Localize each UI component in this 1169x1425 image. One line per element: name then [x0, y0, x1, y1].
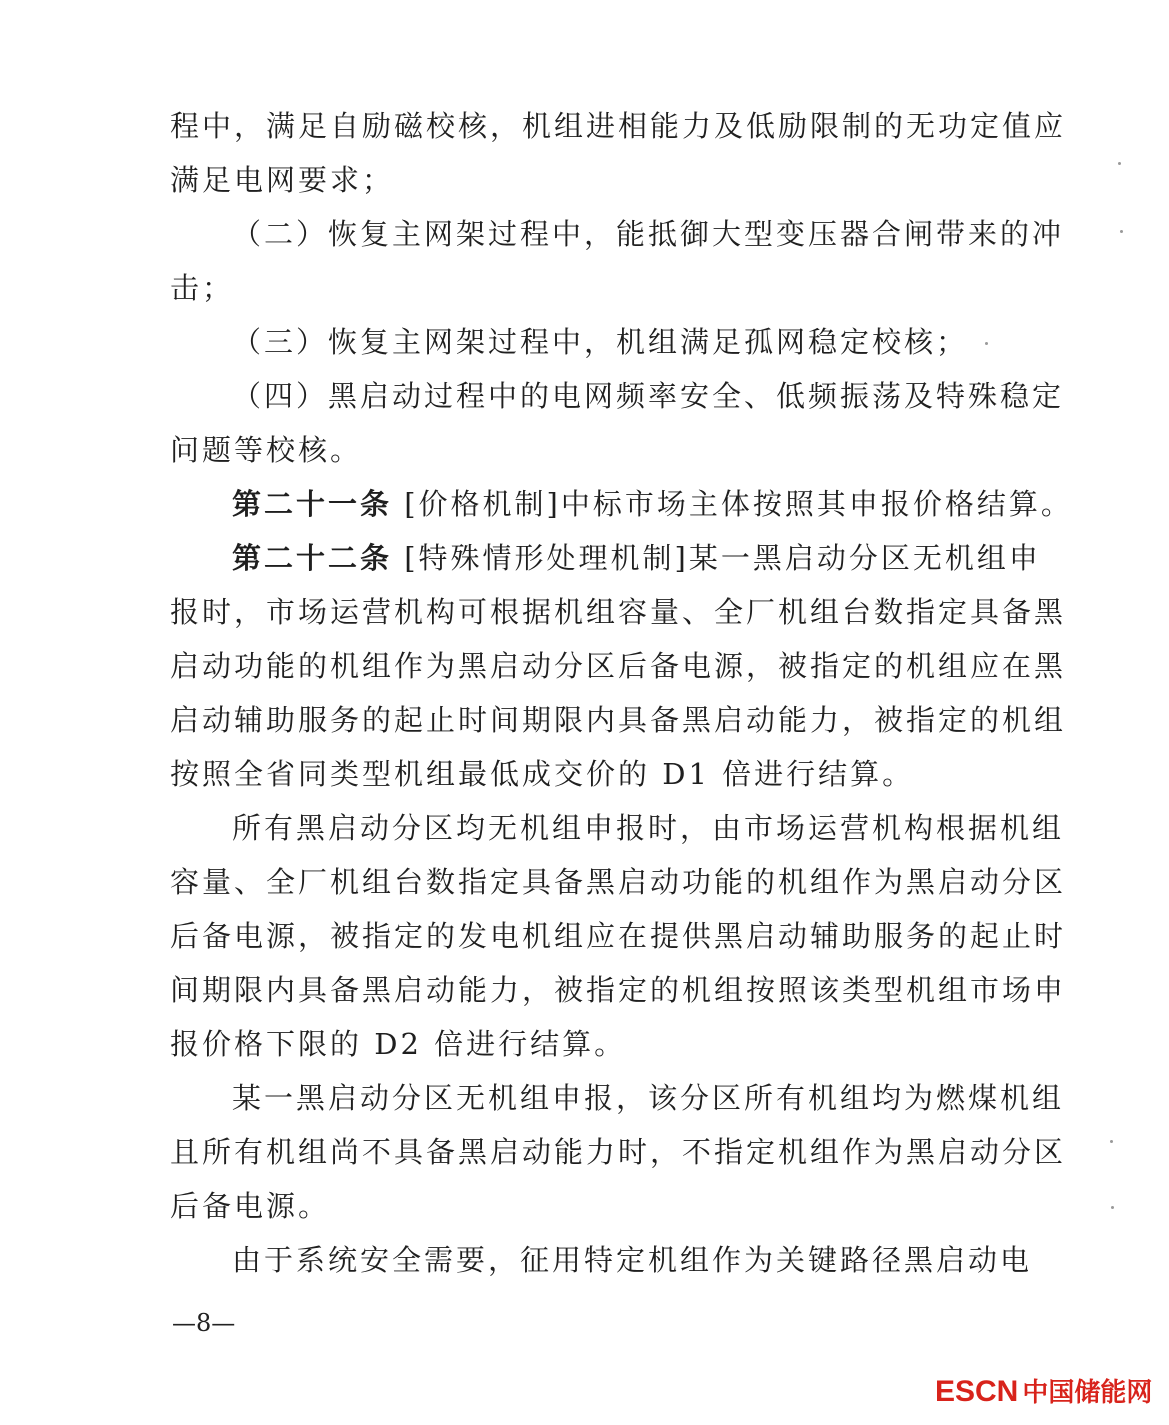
text-line: 问题等校核。: [170, 433, 363, 467]
text-line: 间期限内具备黑启动能力，被指定的机组按照该类型机组市场申: [170, 973, 1067, 1007]
scan-speck: [1120, 230, 1123, 233]
text-line: 报价格下限的 D2 倍进行结算。: [170, 1027, 627, 1061]
text-line: 由于系统安全需要，征用特定机组作为关键路径黑启动电: [232, 1243, 1033, 1277]
article-heading: 第二十一条: [232, 487, 393, 521]
article-22: [232, 538, 1082, 578]
scan-speck: [985, 342, 988, 345]
text-line: 按照全省同类型机组最低成交价的 D1 倍进行结算。: [170, 757, 915, 791]
scan-speck: [1111, 1206, 1114, 1209]
article-text: [价格机制]中标市场主体按照其申报价格结算。: [404, 487, 1073, 521]
logo-text-cn: 中国储能网: [1022, 1377, 1153, 1407]
text-line: 程中，满足自励磁校核，机组进相能力及低励限制的无功定值应: [170, 109, 1067, 143]
text-line: 启动功能的机组作为黑启动分区后备电源，被指定的机组应在黑: [170, 649, 1067, 683]
scan-speck: [1118, 162, 1121, 165]
scan-speck: [1110, 1140, 1113, 1143]
article-heading: 第二十二条: [232, 541, 393, 575]
text-line: 所有黑启动分区均无机组申报时，由市场运营机构根据机组: [232, 811, 1065, 845]
text-line: 满足电网要求；: [170, 163, 395, 197]
logo-text-en: ESCN: [935, 1375, 1019, 1408]
text-line: （三）恢复主网架过程中，机组满足孤网稳定校核；: [232, 325, 969, 359]
text-line: 启动辅助服务的起止时间期限内具备黑启动能力，被指定的机组: [170, 703, 1067, 737]
text-line: （二）恢复主网架过程中，能抵御大型变压器合闸带来的冲: [232, 217, 1065, 251]
text-line: 后备电源。: [170, 1189, 331, 1223]
escn-watermark-logo: [935, 1372, 1152, 1409]
text-line: 击；: [170, 271, 235, 305]
text-line: 某一黑启动分区无机组申报，该分区所有机组均为燃煤机组: [232, 1081, 1065, 1115]
text-line: 且所有机组尚不具备黑启动能力时，不指定机组作为黑启动分区: [170, 1135, 1067, 1169]
text-line: （四）黑启动过程中的电网频率安全、低频振荡及特殊稳定: [232, 379, 1065, 413]
text-line: 报时，市场运营机构可根据机组容量、全厂机组台数指定具备黑: [170, 595, 1067, 629]
text-line: 后备电源，被指定的发电机组应在提供黑启动辅助服务的起止时: [170, 919, 1067, 953]
article-21: [232, 484, 1082, 524]
text-line: 容量、全厂机组台数指定具备黑启动功能的机组作为黑启动分区: [170, 865, 1067, 899]
article-text: [特殊情形处理机制]某一黑启动分区无机组申: [404, 541, 1041, 575]
page-number: —8—: [172, 1309, 236, 1337]
